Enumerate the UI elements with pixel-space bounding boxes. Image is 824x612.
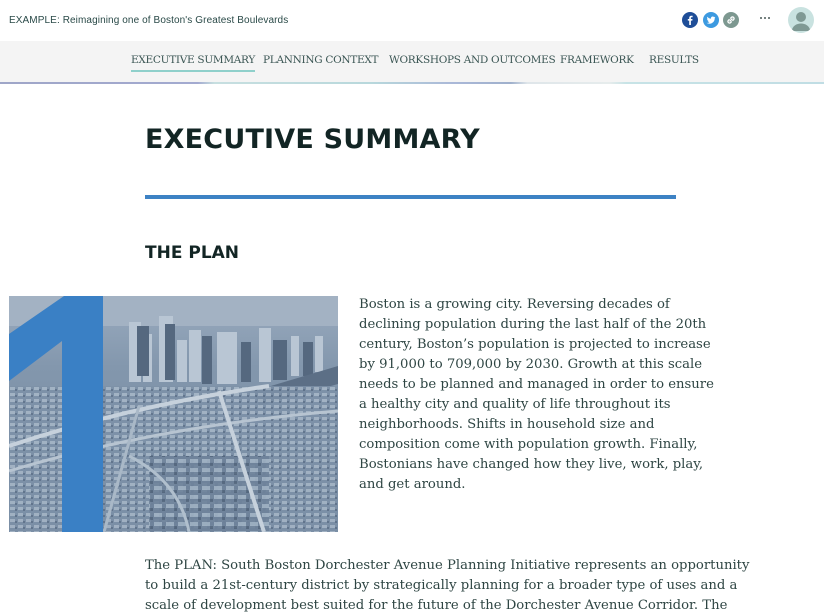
section-nav	[0, 41, 824, 82]
story-title: EXAMPLE: Reimagining one of Boston's Greatest Boulevards	[9, 15, 289, 26]
nav-results[interactable]: RESULTS	[649, 54, 699, 66]
nav-workshops-and-outcomes[interactable]: WORKSHOPS AND OUTCOMES	[389, 54, 556, 66]
paragraph-line: century, Boston’s population is projected to increase	[359, 337, 711, 352]
more-horizontal-icon	[764, 17, 766, 19]
title-divider	[145, 195, 676, 199]
facebook-icon	[682, 12, 698, 28]
hero-image	[9, 296, 338, 532]
intro-paragraph	[359, 295, 714, 495]
paragraph-line: scale of development best suited for the future of the Dorchester Avenue Corridor. The	[145, 598, 728, 612]
paragraph-line: neighborhoods. Shifts in household size and	[359, 417, 655, 432]
section-heading: THE PLAN	[145, 243, 240, 263]
nav-framework[interactable]: FRAMEWORK	[560, 54, 634, 66]
top-header	[0, 0, 824, 41]
paragraph-line: Bostonians have changed how they live, work, play,	[359, 457, 704, 472]
twitter-share-button[interactable]	[703, 12, 719, 28]
paragraph-line: and get around.	[359, 477, 466, 492]
more-horizontal-icon	[768, 17, 770, 19]
aerial-city-image	[9, 296, 338, 532]
more-horizontal-icon	[760, 17, 762, 19]
reading-progress-bar	[0, 82, 824, 84]
user-avatar-icon	[788, 7, 814, 33]
user-avatar-button[interactable]	[788, 7, 814, 33]
link-icon	[723, 12, 739, 28]
paragraph-line: needs to be planned and managed in order to ensure	[359, 377, 714, 392]
paragraph-line: The PLAN: South Boston Dorchester Avenue Planning Initiative represents an opportunity	[145, 558, 750, 573]
page-title: EXECUTIVE SUMMARY	[145, 124, 480, 155]
nav-planning-context[interactable]: PLANNING CONTEXT	[263, 54, 379, 66]
paragraph-line: by 91,000 to 709,000 by 2030. Growth at this scale	[359, 357, 703, 372]
twitter-icon	[703, 12, 719, 28]
paragraph-line: declining population during the last half of the 20th	[359, 317, 707, 332]
facebook-share-button[interactable]	[682, 12, 698, 28]
paragraph-line: a healthy city and quality of life throughout its	[359, 397, 671, 412]
nav-executive-summary[interactable]: EXECUTIVE SUMMARY	[131, 54, 255, 66]
plan-paragraph	[145, 556, 750, 612]
paragraph-line: to build a 21st-century district by strategically planning for a broader type of uses and a	[145, 578, 738, 593]
copy-link-button[interactable]	[723, 12, 739, 28]
paragraph-line: composition come with population growth. Finally,	[359, 437, 698, 452]
more-options-button[interactable]	[757, 10, 773, 26]
paragraph-line: Boston is a growing city. Reversing decades of	[359, 297, 670, 312]
